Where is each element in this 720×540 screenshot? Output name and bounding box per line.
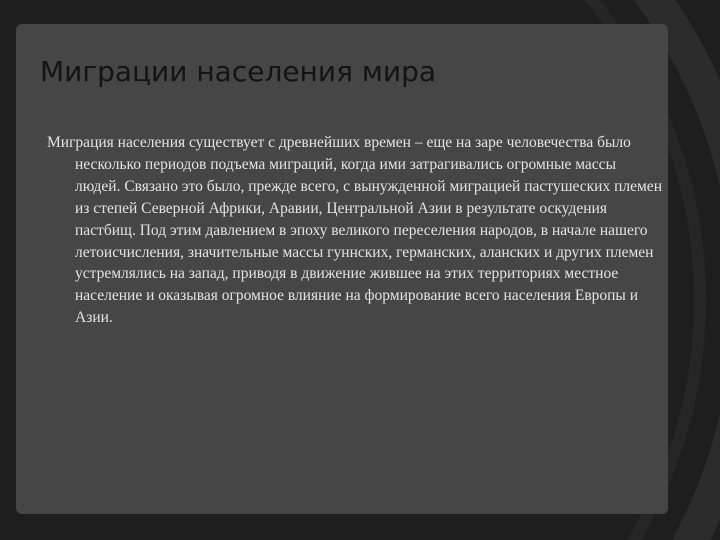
slide-title: Миграции населения мира xyxy=(40,55,437,88)
slide-body-text: Миграция населения существует с древнейших времен – еще на заре человечества было несколько периодов подъема миграций, когда ими затрагивались огромные массы людей. Связано это было, прежде всего, с вынужденной миграцией пастушеских племен из степей Северной Африки, Аравии, Центральной Азии в результате оскудения пастбищ. Под этим давлением в эпоху великого переселения народов, в начале нашего летоисчисления, значительные массы гуннских, германских, аланских и других племен устремлялись на запад, приводя в движение жившее на этих территориях местное население и оказывая огромное влияние на формирование всего населения Европы и Азии. xyxy=(47,134,662,327)
